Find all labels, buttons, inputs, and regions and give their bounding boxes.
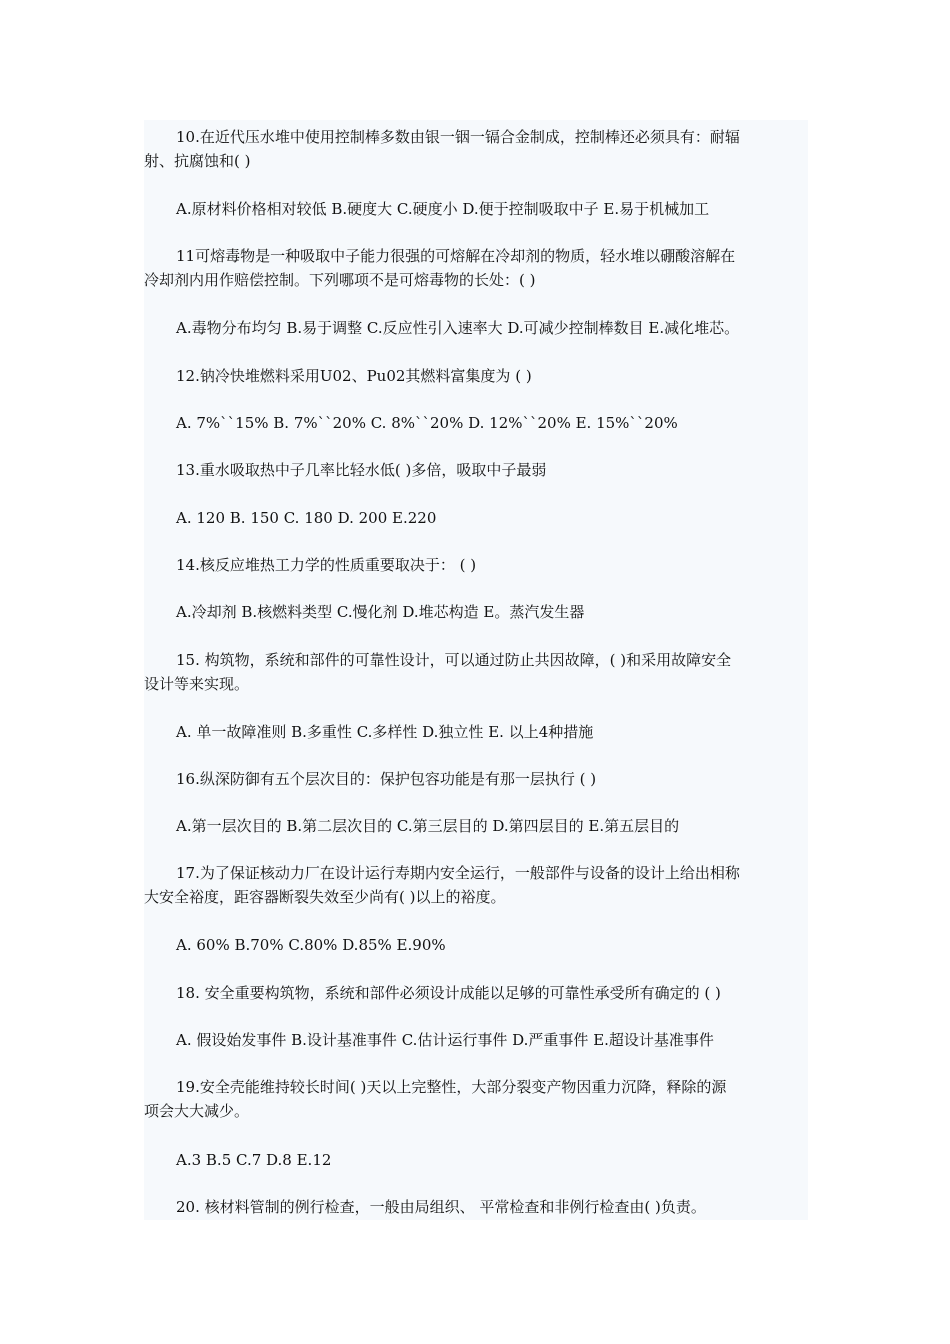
question-18-options: A. 假设始发事件 B.设计基准事件 C.估计运行事件 D.严重事件 E.超设计基准事件: [176, 1031, 714, 1049]
question-stem-line: 19.安全壳能维持较长时间( )天以上完整性，大部分裂变产物因重力沉降，释除的源: [176, 1078, 727, 1096]
question-stem-line: 大安全裕度，距容器断裂失效至少尚有( )以上的裕度。: [144, 888, 506, 906]
question-15-options: A. 单一故障准则 B.多重性 C.多样性 D.独立性 E. 以上4种措施: [176, 723, 594, 741]
question-17-options: A. 60% B.70% C.80% D.85% E.90%: [176, 936, 446, 954]
question-10: [144, 125, 808, 173]
question-18-stem: 18. 安全重要构筑物，系统和部件必须设计成能以足够的可靠性承受所有确定的 ( ): [176, 984, 721, 1002]
question-10-options: A.原材料价格相对较低 B.硬度大 C.硬度小 D.便于控制吸取中子 E.易于机械加工: [176, 200, 710, 218]
question-20-stem: 20. 核材料管制的例行检查，一般由局组织、 平常检查和非例行检查由( )负责。: [176, 1198, 706, 1216]
question-stem-line: 15. 构筑物，系统和部件的可靠性设计，可以通过防止共因故障，( )和采用故障安全: [176, 651, 732, 669]
question-stem-line: 10.在近代压水堆中使用控制棒多数由银一铟一镉合金制成，控制棒还必须具有：耐辐: [176, 128, 740, 146]
question-16-stem: 16.纵深防御有五个层次目的：保护包容功能是有那一层执行 ( ): [176, 770, 597, 788]
question-11: [144, 244, 808, 292]
question-15: [144, 648, 808, 696]
question-stem-line: 项会大大减少。: [144, 1102, 250, 1120]
question-16-options: A.第一层次目的 B.第二层次目的 C.第三层目的 D.第四层目的 E.第五层目的: [176, 817, 680, 835]
question-13-stem: 13.重水吸取热中子几率比轻水低( )多倍，吸取中子最弱: [176, 461, 547, 479]
question-13-options: A. 120 B. 150 C. 180 D. 200 E.220: [176, 509, 437, 527]
question-14-stem: 14.核反应堆热工力学的性质重要取决于： ( ): [176, 556, 477, 574]
question-stem-line: 11可熔毒物是一种吸取中子能力很强的可熔解在冷却剂的物质，轻水堆以硼酸溶解在: [176, 247, 736, 265]
question-19: [144, 1075, 808, 1123]
question-stem-line: 设计等来实现。: [144, 675, 250, 693]
question-12-stem: 12.钠冷快堆燃料采用U02、Pu02其燃料富集度为 ( ): [176, 367, 532, 385]
question-stem-line: 冷却剂内用作赔偿控制。下列哪项不是可熔毒物的长处：( ): [144, 271, 536, 289]
question-stem-line: 17.为了保证核动力厂在设计运行寿期内安全运行，一般部件与设备的设计上给出相称: [176, 864, 740, 882]
question-19-options: A.3 B.5 C.7 D.8 E.12: [176, 1151, 332, 1169]
question-12-options: A. 7%``15% B. 7%``20% C. 8%``20% D. 12%``20% E. 15%``20%: [176, 414, 678, 432]
question-14-options: A.冷却剂 B.核燃料类型 C.慢化剂 D.堆芯构造 E。蒸汽发生器: [176, 603, 585, 621]
question-11-options: A.毒物分布均匀 B.易于调整 C.反应性引入速率大 D.可减少控制棒数目 E.减化堆芯。: [176, 319, 740, 337]
question-17: [144, 861, 808, 909]
question-stem-line: 射、抗腐蚀和( ): [144, 152, 251, 170]
